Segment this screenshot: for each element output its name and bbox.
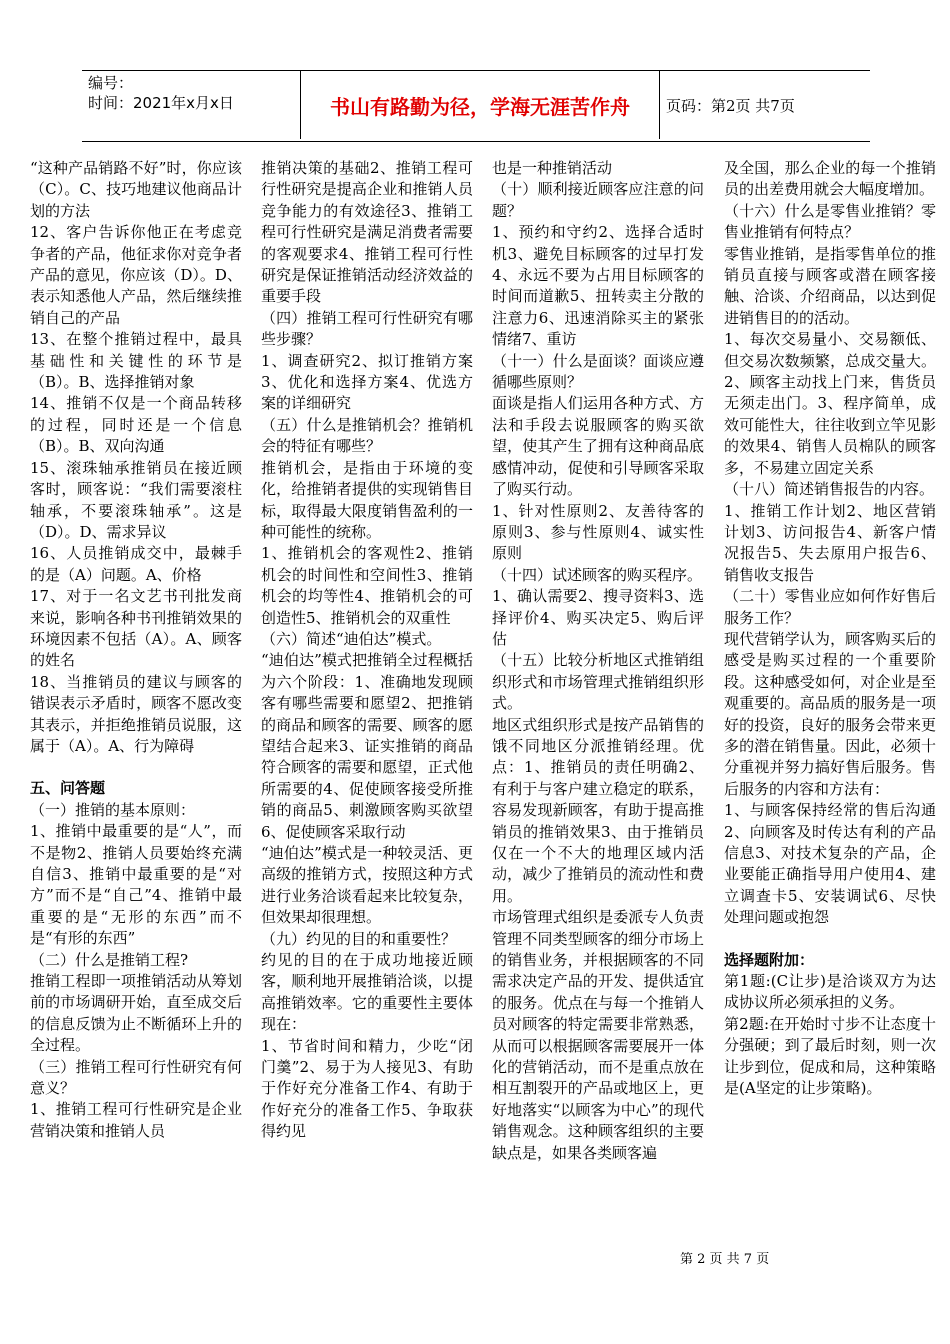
paragraph: 17、对于一名文艺书刊批发商来说，影响各种书刊推销效果的环境因素不包括（A）。A、顾客的姓名 (30, 587, 242, 670)
text-column-1 (30, 158, 242, 1142)
paragraph: 推销决策的基础2、推销工程可行性研究是提高企业和推销人员竞争能力的有效途径3、推销工程可行性研究是满足消费者需要的客观要求4、推销工程可行性研究是保证推销活动经济效益的重要手段 (261, 159, 473, 306)
header-meta (88, 73, 294, 139)
paragraph: 面谈是指人们运用各种方式、方法和手段去说服顾客的购买欲望，使其产生了拥有这种商品底感情冲动，促使和引导顾客采取了购买行动。 (492, 394, 704, 499)
paragraph: “迪伯达”模式把推销全过程概括为六个阶段：1、准确地发现顾客有哪些需要和愿望2、把推销的商品和顾客的需要、顾客的愿望结合起来3、证实推销的商品符合顾客的需要和愿望，正式他所需要的4、促使顾客接受所推销的商品5、刺激顾客购买欲望6、促使顾客采取行动 (261, 651, 473, 841)
paragraph: 第1题:(C让步)是洽谈双方为达成协议所必须承担的义务。 (724, 972, 936, 1012)
page-footer: 第 2 页 共 7 页 (680, 1252, 770, 1267)
paragraph: （四）推销工程可行性研究有哪些步骤？ (261, 308, 473, 349)
section-heading: 五、问答题 (30, 779, 106, 798)
paragraph: （九）约见的目的和重要性？ (261, 929, 457, 948)
paragraph: 12、客户告诉你他正在考虑竞争者的产品，他征求你对竞争者产品的意见，你应该（D）。D、表示知悉他人产品，然后继续推销自己的产品 (30, 223, 242, 327)
paragraph: （二十）零售业应如何作好售后服务工作？ (724, 587, 936, 627)
paragraph: 地区式组织形式是按产品销售的饿不同地区分派推销经理。优点：1、推销员的责任明确2、有利于与客户建立稳定的联系，容易发现新顾客，有助于提高推销员的推销效果3、由于推销员仅在一个不大的地理区域内活动，减少了推销员的流动性和费用。 (492, 715, 704, 905)
paragraph: （十五）比较分析地区式推销组织形式和市场管理式推销组织形式。 (492, 651, 704, 713)
paragraph: 也是一种推销活动 (492, 159, 613, 177)
paragraph: （十六）什么是零售业推销？零售业推销有何特点？ (724, 201, 936, 242)
paragraph: 1、节省时间和精力，少吃“闭门羹”2、易于为人接见3、有助于作好充分准备工作4、有助于作好充分的准备工作5、争取获得约见 (261, 1036, 473, 1141)
section-heading: 选择题附加： (724, 950, 815, 969)
paragraph: 1、与顾客保持经常的售后沟通2、向顾客及时传达有利的产品信息3、对技术复杂的产品，企业要能正确指导用户使用4、建立调查卡5、安装调试6、尽快处理问题或抱怨 (724, 801, 936, 927)
paragraph: 14、推销不仅是一个商品转移的过程，同时还是一个信息（B）。B、双向沟通 (30, 394, 242, 456)
paragraph: （十四）试述顾客的购买程序。 (492, 565, 703, 584)
paragraph: 1、调查研究2、拟订推销方案3、优化和选择方案4、优选方案的详细研究 (261, 351, 473, 413)
document-number-label: 编号： (88, 74, 134, 92)
paragraph: 13、在整个推销过程中，最具基础性和关键性的环节是（B）。B、选择推销对象 (30, 330, 242, 392)
paragraph: 推销工程即一项推销活动从筹划前的市场调研开始，直至成交后的信息反馈为止不断循环上升的全过程。 (30, 972, 242, 1055)
paragraph-gap (30, 757, 242, 778)
paragraph: （十八）简述销售报告的内容。 (724, 480, 935, 499)
paragraph: （一）推销的基本原则： (30, 800, 196, 819)
paragraph: 1、针对性原则2、友善待客的原则3、参与性原则4、诚实性原则 (492, 501, 704, 563)
paragraph: 1、每次交易量小、交易额低、但交易次数频繁，总成交量大。2、顾客主动找上门来，售货员无须走出门。3、程序简单，成效可能性大，往往收到立竿见影的效果4、销售人员棉队的顾客多，不易建立固定关系 (724, 330, 936, 477)
header-page-number: 页码：第2页 共7页 (666, 96, 795, 115)
paragraph: 1、推销工作计划2、地区营销计划3、访问报告4、新客户情况报告5、失去原用户报告6、销售收支报告 (724, 501, 936, 584)
paragraph: 1、推销工程可行性研究是企业营销决策和推销人员 (30, 1100, 242, 1140)
header-motto: 书山有路勤为径，学海无涯苦作舟 (300, 71, 660, 139)
paragraph: 第2题:在开始时寸步不让态度十分强硬；到了最后时刻，则一次让步到位，促成和局，这种策略是(A坚定的让步策略)。 (724, 1014, 936, 1098)
paragraph: 推销机会，是指由于环境的变化，给推销者提供的实现销售目标，取得最大限度销售盈利的一种可能性的统称。 (261, 458, 473, 541)
paragraph: 及全国，那么企业的每一个推销员的出差费用就会大幅度增加。 (724, 159, 936, 199)
paragraph: （三）推销工程可行性研究有何意义？ (30, 1057, 242, 1098)
text-column-3 (492, 158, 704, 1164)
paragraph: 1、预约和守约2、选择合适时机3、避免目标顾客的过早打发4、永远不要为占用目标顾客的时间而道歉5、扭转卖主分散的注意力6、迅速消除买主的紧张情绪7、重访 (492, 223, 704, 349)
paragraph: 市场管理式组织是委派专人负责管理不同类型顾客的细分市场上的销售业务，并根据顾客的不同需求决定产品的开发、提供适宜的服务。优点在与每一个推销人员对顾客的特定需要非常熟悉，从而可以根据顾客需要展开一体化的营销活动，而不是重点放在相互割裂开的产品或地区上，更好地落实“以顾客为中心”的现代销售观念。这种顾客组织的主要缺点是，如果各类顾客遍 (492, 908, 704, 1162)
paragraph: 1、确认需要2、搜寻资料3、选择评价4、购买决定5、购后评估 (492, 587, 704, 648)
paragraph: （六）简述“迪伯达”模式。 (261, 629, 442, 648)
page-header (82, 70, 870, 142)
paragraph: 1、推销中最重要的是“人”，而不是物2、推销人员要始终充满自信3、推销中最重要的是“对方”而不是“自己”4、推销中最重要的是“无形的东西”而不是“有形的东西” (30, 822, 242, 948)
text-column-2 (261, 158, 473, 1143)
paragraph-gap (724, 929, 936, 950)
paragraph: （十）顺利接近顾客应注意的问题？ (492, 180, 704, 220)
paragraph: 现代营销学认为，顾客购买后的感受是购买过程的一个重要阶段。这种感受如何，对企业是至观重要的。高品质的服务是一项好的投资，良好的服务会带来更多的潜在销售量。因此，必须十分重视并努力搞好售后服务。售后服务的内容和方法有： (724, 629, 936, 798)
paragraph: “迪伯达”模式是一种较灵活、更高级的推销方式，按照这种方式进行业务洽谈看起来比较复杂，但效果却很理想。 (261, 844, 473, 927)
text-column-4 (724, 158, 936, 1099)
paragraph: 零售业推销，是指零售单位的推销员直接与顾客或潜在顾客接触、洽谈、介绍商品，以达到促进销售目的的活动。 (724, 244, 936, 327)
paragraph: （十一）什么是面谈？面谈应遵循哪些原则？ (492, 351, 704, 392)
paragraph: “这种产品销路不好”时，你应该（C）。C、技巧地建议他商品计划的方法 (30, 159, 242, 220)
paragraph: （五）什么是推销机会？推销机会的特征有哪些？ (261, 415, 473, 456)
document-time-label: 时间：2021年x月x日 (88, 94, 234, 112)
paragraph: （二）什么是推销工程? (30, 950, 189, 969)
paragraph: 1、推销机会的客观性2、推销机会的时间性和空间性3、推销机会的均等性4、推销机会的可创造性5、推销机会的双重性 (261, 544, 473, 627)
paragraph: 约见的目的在于成功地接近顾客，顺利地开展推销洽谈，以提高推销效率。它的重要性主要体现在： (261, 951, 473, 1034)
paragraph: 18、当推销员的建议与顾客的错误表示矛盾时，顾客不愿改变其表示，并拒绝推销员说服，这属于（A）。A、行为障碍 (30, 672, 242, 755)
paragraph: 16、人员推销成交中，最棘手的是（A）问题。A、价格 (30, 544, 242, 584)
paragraph: 15、滚珠轴承推销员在接近顾客时，顾客说：“我们需要滚柱轴承，不要滚珠轴承”。这是（D）。D、需求异议 (30, 458, 242, 541)
